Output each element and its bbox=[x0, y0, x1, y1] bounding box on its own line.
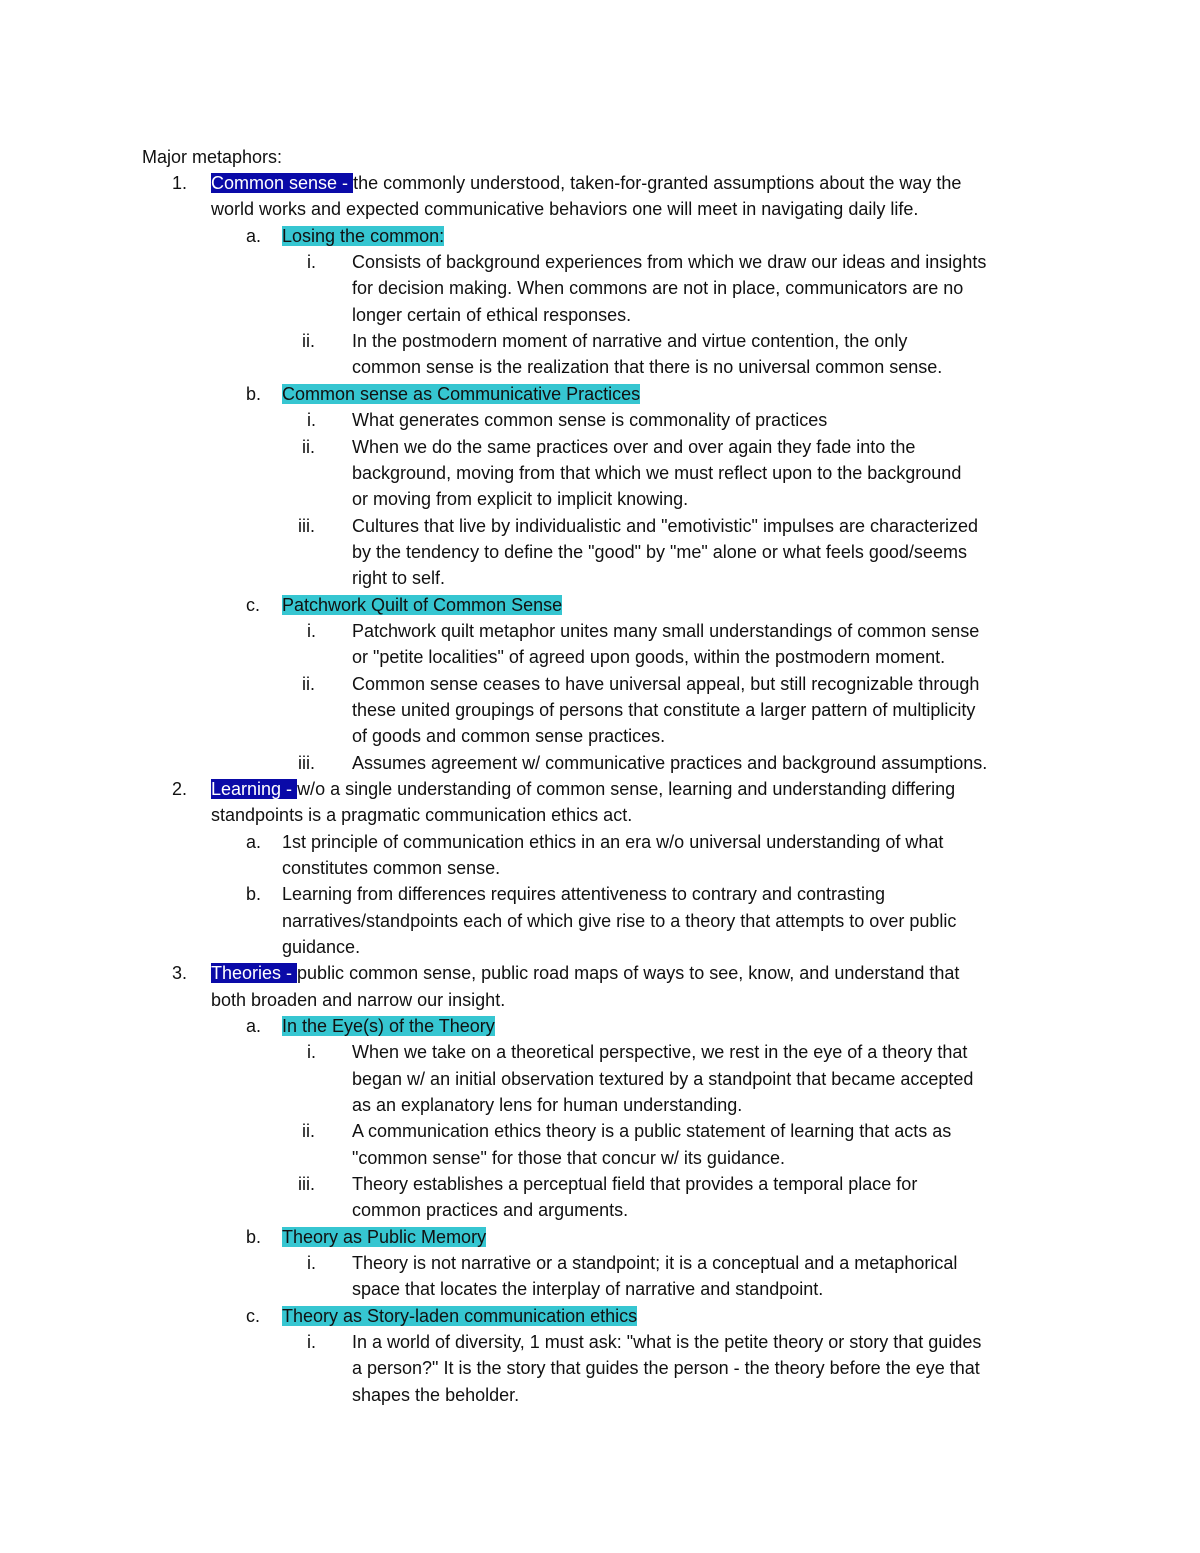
list-marker: ii. bbox=[302, 1121, 315, 1141]
list-marker: b. bbox=[246, 384, 262, 404]
subheading bbox=[282, 1303, 637, 1329]
list-item-text: background, moving from that which we must reflect upon to the background bbox=[352, 463, 962, 483]
term-description: standpoints is a pragmatic communication ethics act. bbox=[211, 805, 633, 825]
list-item-text: common sense is the realization that there is no universal common sense. bbox=[352, 357, 943, 377]
list-item-text: Theory is not narrative or a standpoint; it is a conceptual and a metaphorical bbox=[352, 1253, 958, 1273]
heading: Major metaphors: bbox=[142, 147, 283, 167]
list-item-text: or "petite localities" of agreed upon goods, within the postmodern moment. bbox=[352, 647, 946, 667]
list-marker: a. bbox=[246, 1016, 262, 1036]
highlighted-term: Common sense - bbox=[211, 173, 354, 193]
highlighted-term: Learning - bbox=[211, 779, 298, 799]
list-item-text: Patchwork quilt metaphor unites many small understandings of common sense bbox=[352, 621, 980, 641]
list-item-text: as an explanatory lens for human understanding. bbox=[352, 1095, 743, 1115]
list-item-text: right to self. bbox=[352, 568, 446, 588]
subheading bbox=[282, 381, 640, 407]
subheading bbox=[282, 1013, 495, 1039]
list-marker: 2. bbox=[172, 779, 188, 799]
list-item-text: these united groupings of persons that constitute a larger pattern of multiplicity bbox=[352, 700, 976, 720]
list-item-text: longer certain of ethical responses. bbox=[352, 305, 632, 325]
list-item-text: When we do the same practices over and over again they fade into the bbox=[352, 437, 916, 457]
list-item-text: What generates common sense is commonality of practices bbox=[352, 410, 828, 430]
list-item-text: Learning from differences requires attentiveness to contrary and contrasting bbox=[282, 884, 885, 904]
list-marker: 3. bbox=[172, 963, 188, 983]
list-item-text: A communication ethics theory is a public statement of learning that acts as bbox=[352, 1121, 952, 1141]
list-marker: iii. bbox=[298, 753, 315, 773]
list-item-text: constitutes common sense. bbox=[282, 858, 501, 878]
list-item-text: narratives/standpoints each of which give rise to a theory that attempts to over public bbox=[282, 911, 957, 931]
list-marker: ii. bbox=[302, 437, 315, 457]
list-item-text: began w/ an initial observation textured by a standpoint that became accepted bbox=[352, 1069, 974, 1089]
list-marker: b. bbox=[246, 1227, 262, 1247]
list-marker: i. bbox=[307, 1253, 316, 1273]
list-marker: i. bbox=[307, 1042, 316, 1062]
term-description: public common sense, public road maps of ways to see, know, and understand that bbox=[297, 963, 960, 983]
list-marker: a. bbox=[246, 226, 262, 246]
list-item-text: shapes the beholder. bbox=[352, 1385, 520, 1405]
list-marker: ii. bbox=[302, 331, 315, 351]
list-item-text: "common sense" for those that concur w/ its guidance. bbox=[352, 1148, 785, 1168]
highlighted-subheading: Theory as Public Memory bbox=[282, 1227, 487, 1247]
list-marker: iii. bbox=[298, 1174, 315, 1194]
list-marker: i. bbox=[307, 621, 316, 641]
list-marker: b. bbox=[246, 884, 262, 904]
list-item-text: common practices and arguments. bbox=[352, 1200, 629, 1220]
highlighted-subheading: Patchwork Quilt of Common Sense bbox=[282, 595, 563, 615]
list-marker: i. bbox=[307, 252, 316, 272]
list-item-text: Cultures that live by individualistic and "emotivistic" impulses are characterized bbox=[352, 516, 979, 536]
list-item-text: a person?" It is the story that guides the person - the theory before the eye that bbox=[352, 1358, 980, 1378]
highlighted-subheading: In the Eye(s) of the Theory bbox=[282, 1016, 495, 1036]
list-item-line bbox=[211, 776, 955, 802]
list-marker: c. bbox=[246, 1306, 261, 1326]
list-item-text: Common sense ceases to have universal appeal, but still recognizable through bbox=[352, 674, 980, 694]
term-description: world works and expected communicative behaviors one will meet in navigating daily life. bbox=[211, 199, 919, 219]
list-marker: a. bbox=[246, 832, 262, 852]
list-marker: c. bbox=[246, 595, 261, 615]
list-item-text: or moving from explicit to implicit knowing. bbox=[352, 489, 689, 509]
term-description: the commonly understood, taken-for-granted assumptions about the way the bbox=[353, 173, 962, 193]
list-item-text: In the postmodern moment of narrative and virtue contention, the only bbox=[352, 331, 908, 351]
highlighted-term: Theories - bbox=[211, 963, 298, 983]
list-item-text: Assumes agreement w/ communicative practices and background assumptions. bbox=[352, 753, 988, 773]
list-marker: i. bbox=[307, 1332, 316, 1352]
list-marker: i. bbox=[307, 410, 316, 430]
subheading bbox=[282, 592, 562, 618]
list-marker: 1. bbox=[172, 173, 188, 193]
list-item-text: for decision making. When commons are not in place, communicators are no bbox=[352, 278, 964, 298]
list-item-text: When we take on a theoretical perspective, we rest in the eye of a theory that bbox=[352, 1042, 968, 1062]
list-item-text: 1st principle of communication ethics in an era w/o universal understanding of what bbox=[282, 832, 944, 852]
subheading bbox=[282, 223, 444, 249]
list-marker: ii. bbox=[302, 674, 315, 694]
list-item-text: space that locates the interplay of narrative and standpoint. bbox=[352, 1279, 824, 1299]
highlighted-subheading: Common sense as Communicative Practices bbox=[282, 384, 641, 404]
term-description: both broaden and narrow our insight. bbox=[211, 990, 506, 1010]
highlighted-subheading: Theory as Story-laden communication ethics bbox=[282, 1306, 638, 1326]
list-marker: iii. bbox=[298, 516, 315, 536]
list-item-text: In a world of diversity, 1 must ask: "what is the petite theory or story that guides bbox=[352, 1332, 982, 1352]
list-item-text: guidance. bbox=[282, 937, 361, 957]
list-item-text: by the tendency to define the "good" by "me" alone or what feels good/seems bbox=[352, 542, 967, 562]
term-description: w/o a single understanding of common sense, learning and understanding differing bbox=[297, 779, 956, 799]
subheading bbox=[282, 1224, 486, 1250]
list-item-text: of goods and common sense practices. bbox=[352, 726, 666, 746]
list-item-line bbox=[211, 170, 961, 196]
list-item-text: Consists of background experiences from which we draw our ideas and insights bbox=[352, 252, 987, 272]
list-item-line bbox=[211, 960, 959, 986]
list-item-text: Theory establishes a perceptual field that provides a temporal place for bbox=[352, 1174, 918, 1194]
highlighted-subheading: Losing the common: bbox=[282, 226, 445, 246]
